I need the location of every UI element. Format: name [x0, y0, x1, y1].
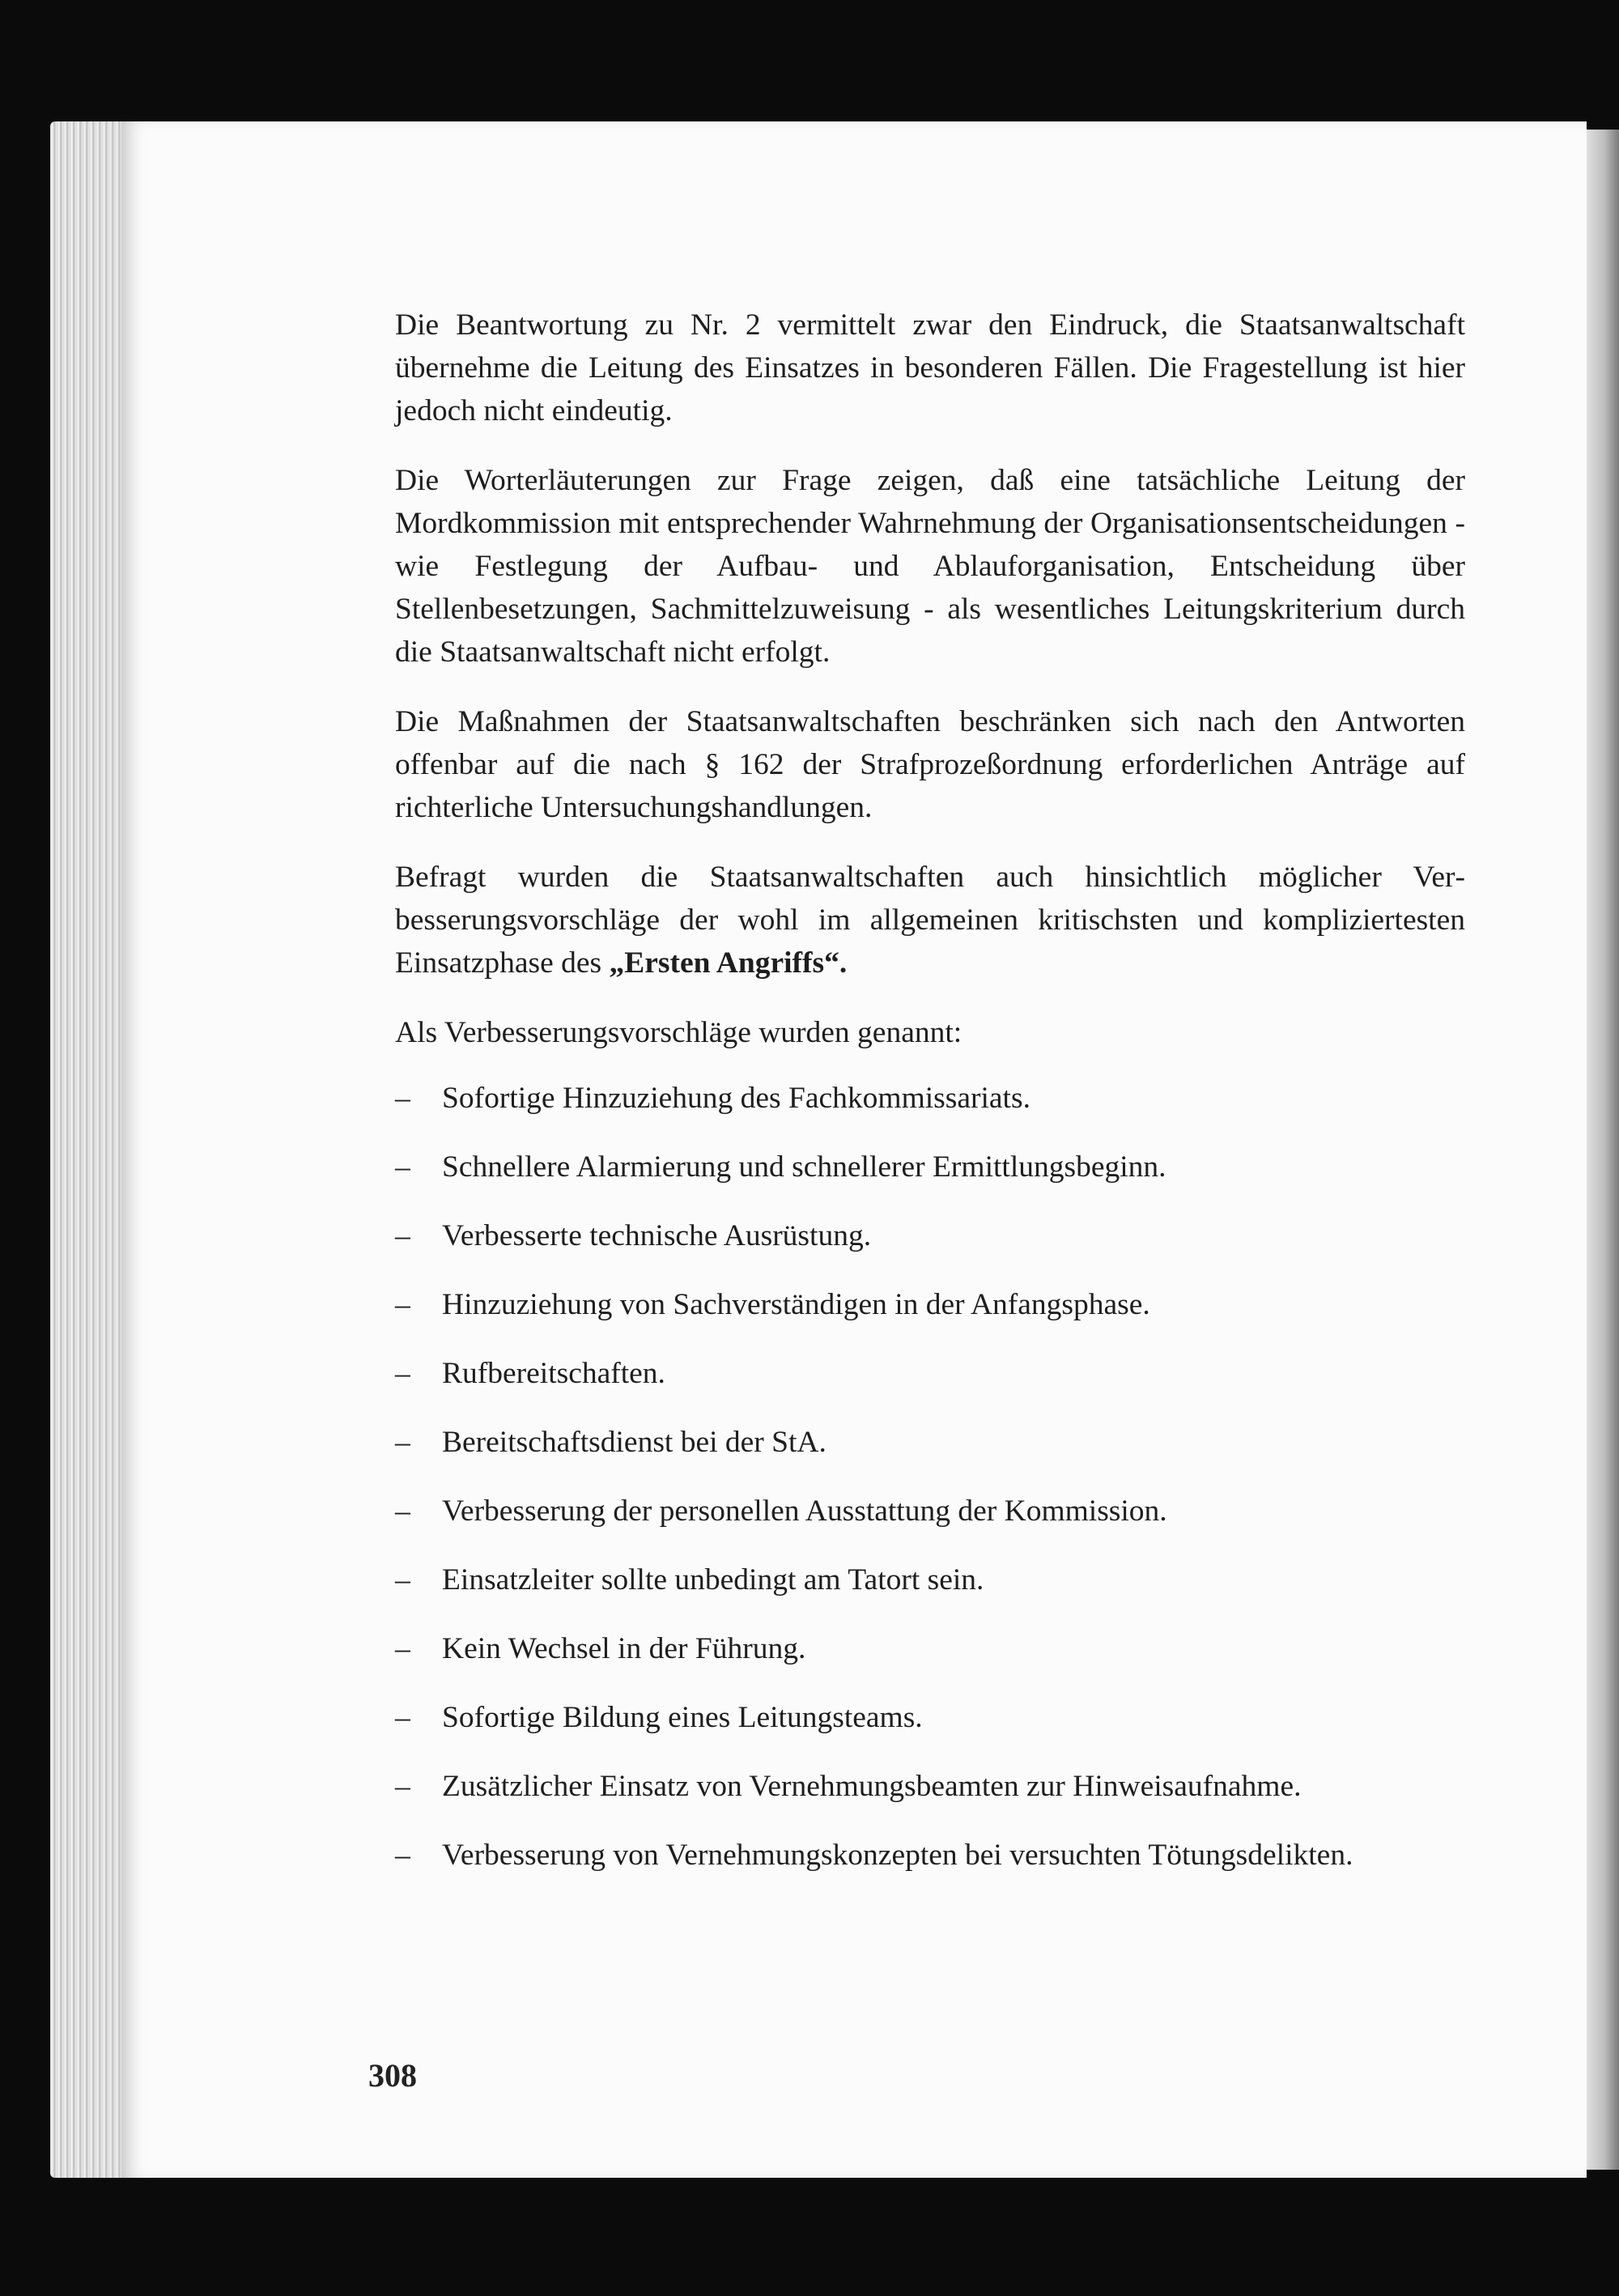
paragraph-1: Die Beantwortung zu Nr. 2 vermittelt zwar den Eindruck, die Staatsanwaltschaft übernehme die Leitung des Einsatzes in besonderen Fällen. Die Fragestellung ist hier jedoch nicht eindeutig. [395, 308, 1465, 427]
dash-marker: – [395, 1426, 410, 1459]
list-item [395, 1421, 1465, 1464]
page-text [395, 304, 1465, 1903]
list-item [395, 1765, 1465, 1808]
list-item [395, 1490, 1465, 1533]
dash-marker: – [395, 1563, 410, 1597]
dash-marker: – [395, 1495, 410, 1528]
list-item [395, 1283, 1465, 1326]
list-item-text: Verbesserung von Vernehmungskonzepten bei versuchten Tötungsdelikten. [442, 1839, 1353, 1872]
list-item [395, 1558, 1465, 1601]
paragraph-2: Die Worterläuterungen zur Frage zeigen, daß eine tatsächliche Leitung der Mordkommission mit entsprechender Wahrnehmung der Organisationsentscheidungen - wie Festlegung der Aufbau- und Ablauforganisation, Entscheidung über Stellenbesetzungen, Sachmittelzuweisung - als wesentliches Leitungskriterium durch die Staatsanwaltschaft nicht erfolgt. [395, 464, 1465, 669]
page-number: 308 [368, 2057, 417, 2094]
book-right-edge [1583, 130, 1619, 2170]
paragraph-4-text: Befragt wurden die Staatsanwaltschaften auch hinsichtlich möglicher Verbesserungsvorschläge der wohl im allgemeinen kritischsten und kompliziertesten Einsatzphase des [395, 861, 1465, 980]
list-item [395, 1834, 1465, 1877]
paragraph-4 [395, 856, 1465, 984]
list-item [395, 1214, 1465, 1257]
paragraph-4-bold: „Ersten Angriffs“. [609, 946, 848, 980]
dash-marker: – [395, 1701, 410, 1734]
dash-marker: – [395, 1632, 410, 1665]
list-item-text: Sofortige Hinzuziehung des Fachkommissariats. [442, 1082, 1030, 1115]
list-item-text: Hinzuziehung von Sachverständigen in der Anfangsphase. [442, 1288, 1150, 1321]
list-item-text: Verbesserung der personellen Ausstattung der Kommission. [442, 1495, 1167, 1528]
list-intro: Als Verbesserungsvorschläge wurden genannt: [395, 1016, 962, 1049]
list-item-text: Sofortige Bildung eines Leitungsteams. [442, 1701, 923, 1734]
dash-marker: – [395, 1150, 410, 1184]
paragraph-3: Die Maßnahmen der Staatsanwaltschaften beschränken sich nach den Antworten offenbar auf die nach § 162 der Strafprozeßordnung erforderlichen Anträge auf richterliche Untersuchungshandlungen. [395, 705, 1465, 824]
list-item-text: Einsatzleiter sollte unbedingt am Tatort sein. [442, 1563, 984, 1597]
list-item [395, 1696, 1465, 1739]
list-item [395, 1077, 1465, 1120]
list-item-text: Schnellere Alarmierung und schnellerer Ermittlungsbeginn. [442, 1150, 1166, 1184]
suggestions-list [395, 1077, 1465, 1877]
list-item [395, 1352, 1465, 1395]
list-item-text: Bereitschaftsdienst bei der StA. [442, 1426, 826, 1459]
dash-marker: – [395, 1770, 410, 1803]
dash-marker: – [395, 1219, 410, 1252]
dash-marker: – [395, 1082, 410, 1115]
list-item-text: Zusätzlicher Einsatz von Vernehmungsbeamten zur Hinweisaufnahme. [442, 1770, 1302, 1803]
list-item-text: Kein Wechsel in der Führung. [442, 1632, 806, 1665]
list-item [395, 1627, 1465, 1670]
list-item [395, 1146, 1465, 1188]
dash-marker: – [395, 1839, 410, 1872]
list-item-text: Verbesserte technische Ausrüstung. [442, 1219, 872, 1252]
dash-marker: – [395, 1357, 410, 1390]
list-item-text: Rufbereitschaften. [442, 1357, 665, 1390]
dash-marker: – [395, 1288, 410, 1321]
